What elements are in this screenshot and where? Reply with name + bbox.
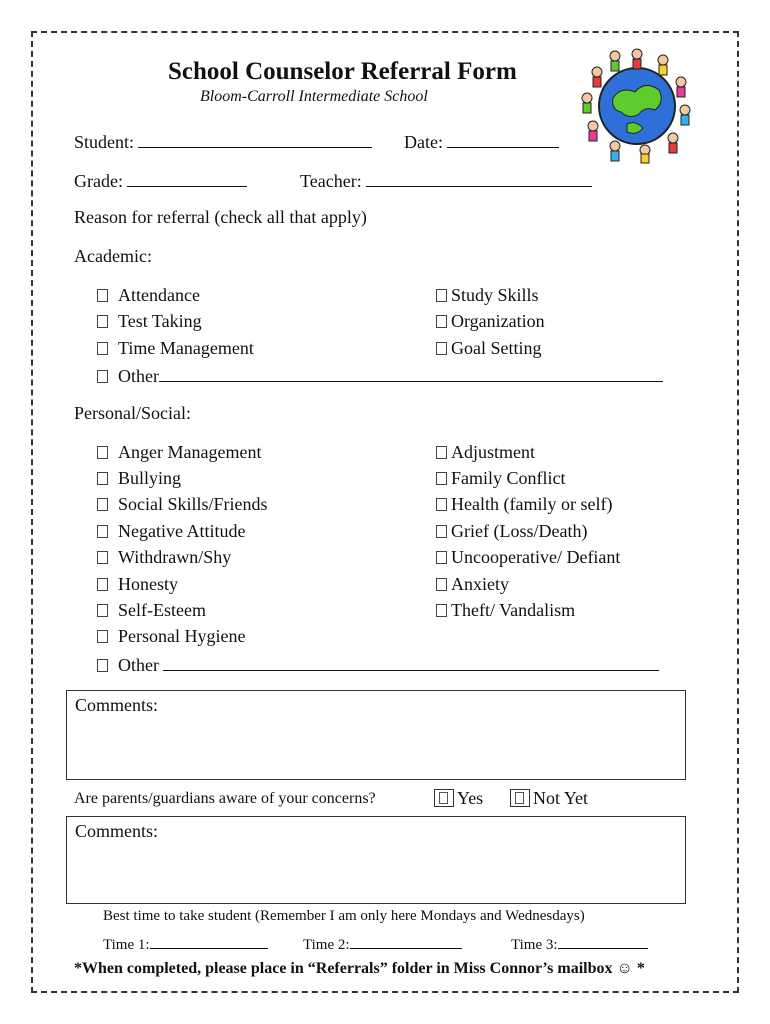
- student-field[interactable]: [74, 130, 372, 153]
- personal-other-line[interactable]: [163, 653, 659, 671]
- checkbox-icon[interactable]: [436, 525, 447, 538]
- checkbox-anger-management[interactable]: Anger Management: [97, 442, 261, 463]
- comments-box-2[interactable]: [66, 816, 686, 904]
- grade-label: Grade:: [74, 171, 123, 191]
- yes-checkbox[interactable]: [434, 789, 454, 807]
- parents-question: Are parents/guardians aware of your concerns?: [74, 790, 376, 807]
- time-2-line[interactable]: [350, 934, 462, 949]
- checkbox-icon[interactable]: [97, 630, 108, 643]
- checkbox-icon[interactable]: [97, 370, 108, 383]
- checkbox-social-skills[interactable]: Social Skills/Friends: [97, 494, 268, 515]
- time-3-field[interactable]: Time 3:: [511, 934, 648, 954]
- checkbox-icon[interactable]: [97, 342, 108, 355]
- checkbox-test-taking[interactable]: Test Taking: [97, 311, 202, 332]
- date-line[interactable]: [447, 130, 559, 148]
- checkbox-family-conflict[interactable]: Family Conflict: [436, 468, 566, 489]
- checkbox-grief[interactable]: Grief (Loss/Death): [436, 521, 587, 542]
- checkbox-icon[interactable]: [97, 551, 108, 564]
- page-title: School Counselor Referral Form: [168, 58, 517, 85]
- checkbox-icon[interactable]: [97, 289, 108, 302]
- school-name: Bloom-Carroll Intermediate School: [200, 88, 428, 105]
- checkbox-icon[interactable]: [97, 659, 108, 672]
- checkbox-icon[interactable]: [436, 446, 447, 459]
- checkbox-uncooperative[interactable]: Uncooperative/ Defiant: [436, 547, 620, 568]
- academic-other-line[interactable]: [159, 364, 663, 382]
- checkbox-icon[interactable]: [436, 289, 447, 302]
- grade-line[interactable]: [127, 169, 247, 187]
- time-1-line[interactable]: [150, 934, 268, 949]
- checkbox-icon[interactable]: [436, 342, 447, 355]
- teacher-line[interactable]: [366, 169, 592, 187]
- checkbox-bullying[interactable]: Bullying: [97, 468, 181, 489]
- checkbox-icon[interactable]: [436, 498, 447, 511]
- checkbox-icon[interactable]: [97, 315, 108, 328]
- checkbox-icon[interactable]: [436, 472, 447, 485]
- checkbox-personal-hygiene[interactable]: Personal Hygiene: [97, 626, 245, 647]
- grade-field[interactable]: [74, 169, 247, 192]
- checkbox-icon[interactable]: [436, 604, 447, 617]
- checkbox-icon[interactable]: [97, 578, 108, 591]
- checkbox-personal-other[interactable]: Other: [97, 653, 659, 676]
- time-3-line[interactable]: [558, 934, 648, 949]
- checkbox-time-management[interactable]: Time Management: [97, 338, 254, 359]
- checkbox-self-esteem[interactable]: Self-Esteem: [97, 600, 206, 621]
- comments-label: Comments:: [75, 821, 159, 841]
- checkbox-icon[interactable]: [436, 578, 447, 591]
- footer-instruction: *When completed, please place in “Referrals” folder in Miss Connor’s mailbox ☺ *: [74, 960, 645, 977]
- checkbox-study-skills[interactable]: Study Skills: [436, 285, 539, 306]
- not-yet-option[interactable]: Not Yet: [510, 788, 588, 809]
- date-label: Date:: [404, 132, 443, 152]
- checkbox-health[interactable]: Health (family or self): [436, 494, 612, 515]
- time-1-field[interactable]: Time 1:: [103, 934, 268, 954]
- student-line[interactable]: [138, 130, 372, 148]
- checkbox-negative-attitude[interactable]: Negative Attitude: [97, 521, 245, 542]
- checkbox-icon[interactable]: [97, 446, 108, 459]
- student-label: Student:: [74, 132, 135, 152]
- checkbox-icon[interactable]: [436, 315, 447, 328]
- comments-label: Comments:: [75, 695, 159, 715]
- comments-box-1[interactable]: [66, 690, 686, 780]
- date-field[interactable]: [404, 130, 559, 153]
- checkbox-goal-setting[interactable]: Goal Setting: [436, 338, 542, 359]
- not-yet-checkbox[interactable]: [510, 789, 530, 807]
- reason-label: Reason for referral (check all that apply): [74, 207, 367, 227]
- checkbox-icon[interactable]: [436, 551, 447, 564]
- checkbox-icon[interactable]: [97, 604, 108, 617]
- checkbox-anxiety[interactable]: Anxiety: [436, 574, 509, 595]
- academic-heading: Academic:: [74, 246, 152, 266]
- checkbox-attendance[interactable]: Attendance: [97, 285, 200, 306]
- checkbox-icon[interactable]: [97, 525, 108, 538]
- checkbox-academic-other[interactable]: Other: [97, 364, 663, 387]
- checkbox-honesty[interactable]: Honesty: [97, 574, 178, 595]
- checkbox-icon[interactable]: [97, 498, 108, 511]
- teacher-label: Teacher:: [300, 171, 362, 191]
- checkbox-adjustment[interactable]: Adjustment: [436, 442, 535, 463]
- checkbox-organization[interactable]: Organization: [436, 311, 545, 332]
- checkbox-withdrawn-shy[interactable]: Withdrawn/Shy: [97, 547, 231, 568]
- personal-heading: Personal/Social:: [74, 403, 191, 423]
- time-2-field[interactable]: Time 2:: [303, 934, 462, 954]
- checkbox-icon[interactable]: [97, 472, 108, 485]
- teacher-field[interactable]: [300, 169, 592, 192]
- globe-with-children-icon: [575, 40, 699, 164]
- yes-option[interactable]: Yes: [434, 788, 483, 809]
- checkbox-theft-vandalism[interactable]: Theft/ Vandalism: [436, 600, 575, 621]
- best-time-note: Best time to take student (Remember I am only here Mondays and Wednesdays): [103, 908, 585, 924]
